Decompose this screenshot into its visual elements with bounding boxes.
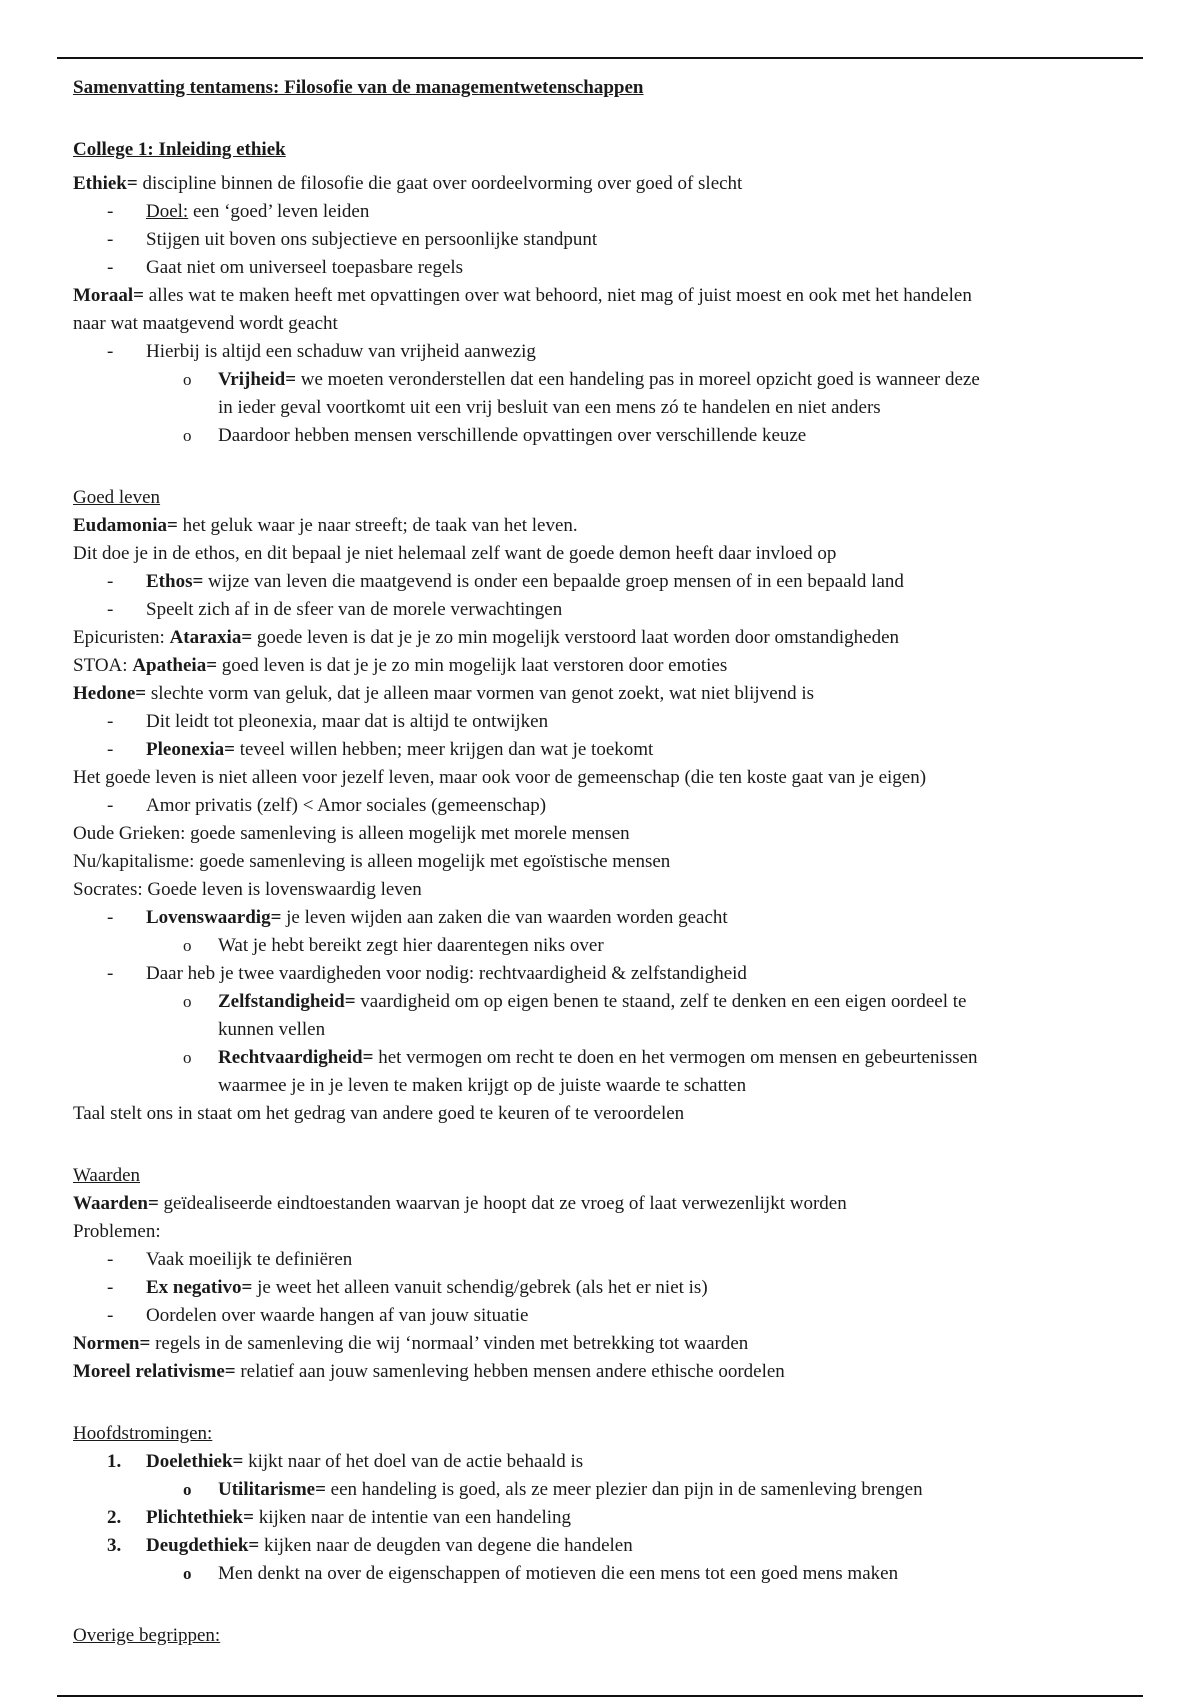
definition-hedone: Hedone= slechte vorm van geluk, dat je alleen maar vormen van genot zoekt, wat niet blijvend is <box>73 683 815 704</box>
section-heading-hoofdstromingen: Hoofdstromingen: <box>73 1423 213 1444</box>
list-item: - Gaat niet om universeel toepasbare regels <box>107 257 464 278</box>
definition-moraal: Moraal= alles wat te maken heeft met opvattingen over wat behoord, niet mag of juist moest en ook met het handelen <box>73 285 972 306</box>
definition-eudamonia: Eudamonia= het geluk waar je naar streeft; de taak van het leven. <box>73 515 578 536</box>
sub-list-item-cont: in ieder geval voortkomt uit een vrij besluit van een mens zó te handelen en niet anders <box>218 397 881 418</box>
list-item: - Pleonexia= teveel willen hebben; meer krijgen dan wat je toekomt <box>107 739 654 760</box>
section-heading-goed-leven: Goed leven <box>73 487 161 508</box>
list-item: - Dit leidt tot pleonexia, maar dat is altijd te ontwijken <box>107 711 549 732</box>
sub-list-item: o Men denkt na over de eigenschappen of motieven die een mens tot een goed mens maken <box>183 1563 899 1584</box>
definition-waarden: Waarden= geïdealiseerde eindtoestanden waarvan je hoopt dat ze vroeg of laat verwezenlijkt worden <box>73 1193 847 1214</box>
sub-list-item-cont: kunnen vellen <box>218 1019 326 1040</box>
list-item: - Daar heb je twee vaardigheden voor nodig: rechtvaardigheid & zelfstandigheid <box>107 963 747 984</box>
definition-normen: Normen= regels in de samenleving die wij ‘normaal’ vinden met betrekking tot waarden <box>73 1333 749 1354</box>
bottom-rule <box>57 1695 1143 1697</box>
list-item: - Lovenswaardig= je leven wijden aan zaken die van waarden worden geacht <box>107 907 728 928</box>
sub-list-item: o Utilitarisme= een handeling is goed, als ze meer plezier dan pijn in de samenleving brengen <box>183 1479 923 1500</box>
paragraph-line: Oude Grieken: goede samenleving is alleen mogelijk met morele mensen <box>73 823 630 844</box>
sub-list-item: o Rechtvaardigheid= het vermogen om recht te doen en het vermogen om mensen en gebeurtenissen <box>183 1047 978 1068</box>
sub-list-item: o Zelfstandigheid= vaardigheid om op eigen benen te staand, zelf te denken en een eigen oordeel te <box>183 991 967 1012</box>
paragraph-line: Problemen: <box>73 1221 161 1242</box>
definition-ethiek: Ethiek= discipline binnen de filosofie die gaat over oordeelvorming over goed of slecht <box>73 173 743 194</box>
definition-moraal-cont: naar wat maatgevend wordt geacht <box>73 313 338 334</box>
paragraph-line: Dit doe je in de ethos, en dit bepaal je niet helemaal zelf want de goede demon heeft daar invloed op <box>73 543 837 564</box>
numbered-item: 3. Deugdethiek= kijken naar de deugden van degene die handelen <box>107 1535 633 1556</box>
definition-moreel-relativisme: Moreel relativisme= relatief aan jouw samenleving hebben mensen andere ethische oordelen <box>73 1361 785 1382</box>
numbered-item: 2. Plichtethiek= kijken naar de intentie van een handeling <box>107 1507 572 1528</box>
section-heading-waarden: Waarden <box>73 1165 141 1186</box>
paragraph-line: Het goede leven is niet alleen voor jezelf leven, maar ook voor de gemeenschap (die ten koste gaat van je eigen) <box>73 767 927 788</box>
list-item: - Amor privatis (zelf) < Amor sociales (gemeenschap) <box>107 795 547 816</box>
sub-list-item: o Vrijheid= we moeten veronderstellen dat een handeling pas in moreel opzicht goed is wanneer deze <box>183 369 980 390</box>
paragraph-line: Socrates: Goede leven is lovenswaardig leven <box>73 879 422 900</box>
numbered-item: 1. Doelethiek= kijkt naar of het doel van de actie behaald is <box>107 1451 584 1472</box>
section-heading-college1: College 1: Inleiding ethiek <box>73 139 286 160</box>
list-item: - Hierbij is altijd een schaduw van vrijheid aanwezig <box>107 341 536 362</box>
section-heading-overige: Overige begrippen: <box>73 1625 221 1646</box>
sub-list-item: o Daardoor hebben mensen verschillende opvattingen over verschillende keuze <box>183 425 807 446</box>
list-item: - Ex negativo= je weet het alleen vanuit schendig/gebrek (als het er niet is) <box>107 1277 708 1298</box>
paragraph-line: Taal stelt ons in staat om het gedrag van andere goed te keuren of te veroordelen <box>73 1103 685 1124</box>
list-item: - Oordelen over waarde hangen af van jouw situatie <box>107 1305 529 1326</box>
sub-list-item-cont: waarmee je in je leven te maken krijgt op de juiste waarde te schatten <box>218 1075 747 1096</box>
definition-ataraxia: Epicuristen: Ataraxia= goede leven is dat je je zo min mogelijk verstoord laat worden door omstandigheden <box>73 627 900 648</box>
document-title: Samenvatting tentamens: Filosofie van de managementwetenschappen <box>73 77 644 98</box>
list-item: - Ethos= wijze van leven die maatgevend is onder een bepaalde groep mensen of in een bepaald land <box>107 571 904 592</box>
list-item: - Stijgen uit boven ons subjectieve en persoonlijke standpunt <box>107 229 598 250</box>
list-item: - Doel: een ‘goed’ leven leiden <box>107 201 370 222</box>
document-body <box>73 74 1133 1650</box>
list-item: - Vaak moeilijk te definiëren <box>107 1249 353 1270</box>
sub-list-item: o Wat je hebt bereikt zegt hier daarentegen niks over <box>183 935 604 956</box>
paragraph-line: Nu/kapitalisme: goede samenleving is alleen mogelijk met egoïstische mensen <box>73 851 671 872</box>
list-item: - Speelt zich af in de sfeer van de morele verwachtingen <box>107 599 563 620</box>
top-rule <box>57 57 1143 59</box>
definition-apatheia: STOA: Apatheia= goed leven is dat je je zo min mogelijk laat verstoren door emoties <box>73 655 728 676</box>
